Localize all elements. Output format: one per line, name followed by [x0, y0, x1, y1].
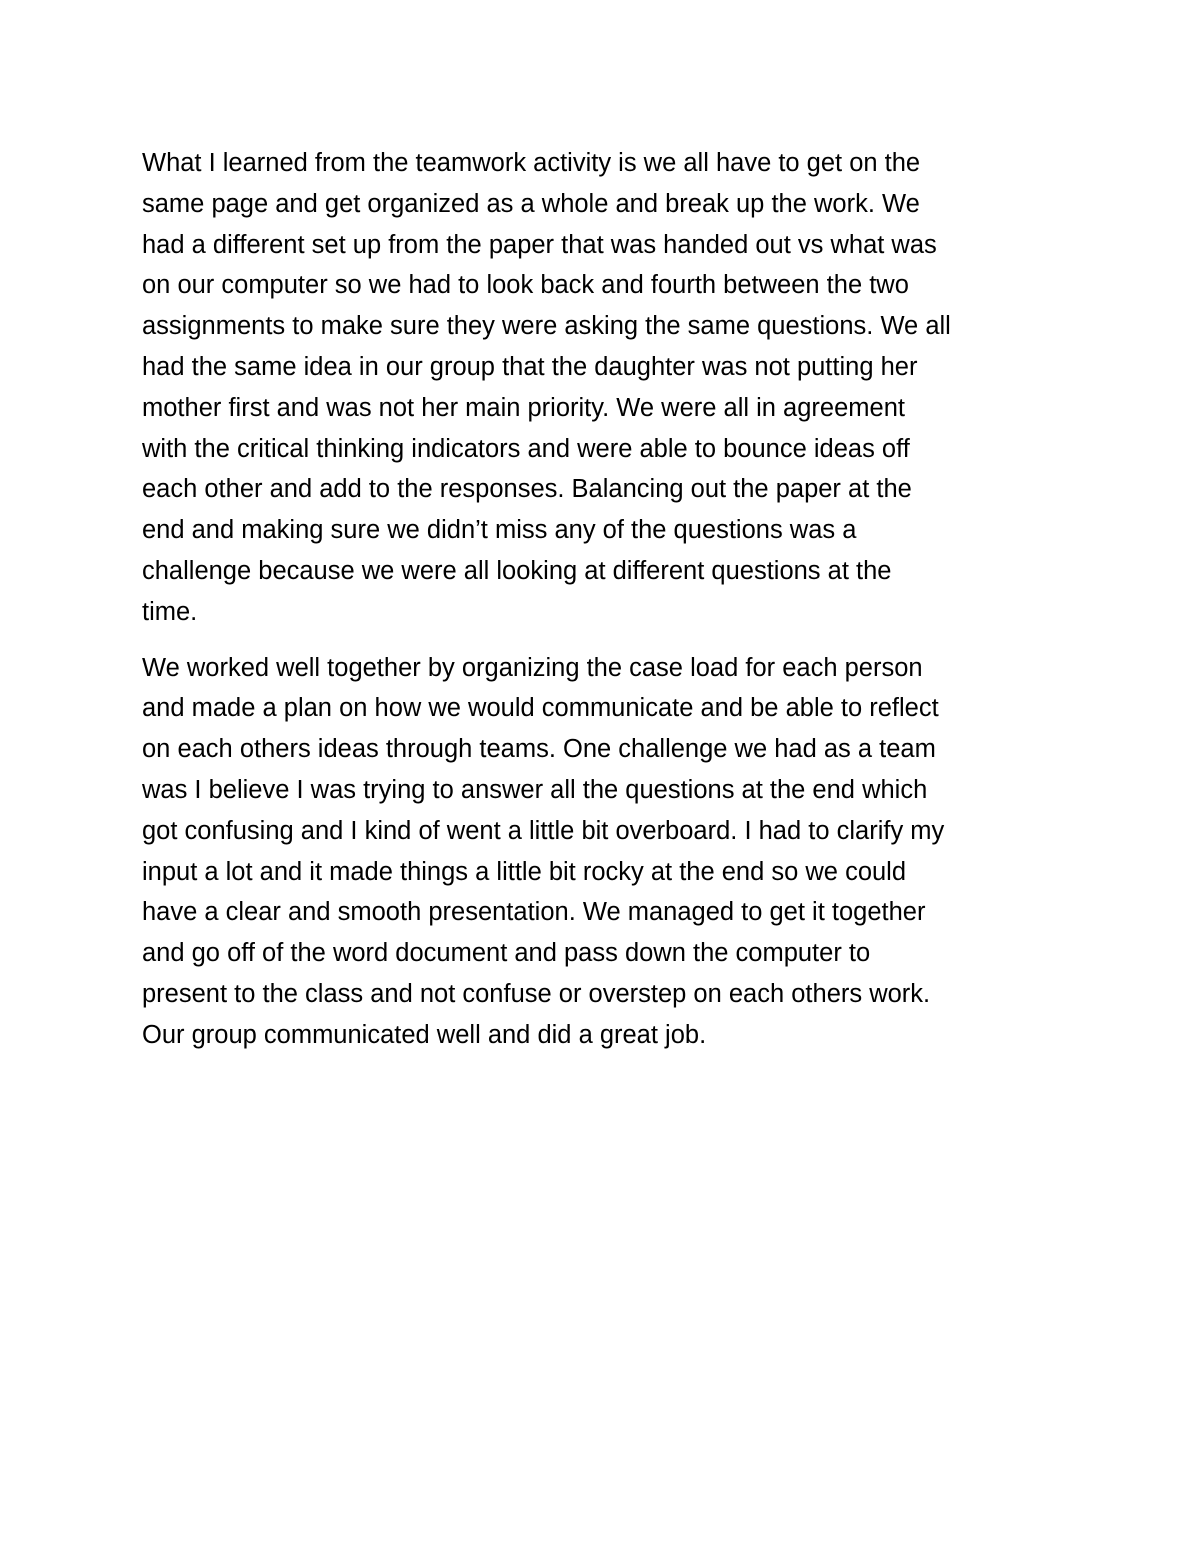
- paragraph-1: [142, 143, 1072, 633]
- text-line: on each others ideas through teams. One challenge we had as a team: [142, 735, 936, 764]
- text-line: was I believe I was trying to answer all the questions at the end which: [142, 775, 928, 804]
- text-line: mother first and was not her main priority. We were all in agreement: [142, 393, 905, 422]
- text-line: got confusing and I kind of went a little bit overboard. I had to clarify my: [142, 816, 945, 845]
- text-line: end and making sure we didn’t miss any of the questions was a: [142, 516, 857, 545]
- text-line: same page and get organized as a whole and break up the work. We: [142, 189, 920, 218]
- text-line: challenge because we were all looking at different questions at the: [142, 556, 892, 585]
- text-line: time.: [142, 597, 198, 626]
- text-line: and go off of the word document and pass down the computer to: [142, 939, 871, 968]
- text-line: input a lot and it made things a little bit rocky at the end so we could: [142, 857, 907, 886]
- text-line: What I learned from the teamwork activity is we all have to get on the: [142, 149, 921, 177]
- document-body: [142, 143, 1072, 1056]
- text-line: Our group communicated well and did a great job.: [142, 1020, 707, 1049]
- text-line: and made a plan on how we would communicate and be able to reflect: [142, 694, 939, 723]
- text-line: We worked well together by organizing the case load for each person: [142, 653, 923, 682]
- paragraph-2: [142, 648, 1072, 1056]
- text-line: had a different set up from the paper that was handed out vs what was: [142, 230, 937, 259]
- text-line: on our computer so we had to look back and fourth between the two: [142, 271, 909, 300]
- text-line: present to the class and not confuse or overstep on each others work.: [142, 979, 931, 1008]
- text-line: each other and add to the responses. Balancing out the paper at the: [142, 475, 912, 504]
- text-line: with the critical thinking indicators and were able to bounce ideas off: [142, 434, 910, 463]
- text-line: have a clear and smooth presentation. We managed to get it together: [142, 898, 926, 927]
- text-line: had the same idea in our group that the daughter was not putting her: [142, 352, 918, 381]
- text-line: assignments to make sure they were asking the same questions. We all: [142, 312, 951, 341]
